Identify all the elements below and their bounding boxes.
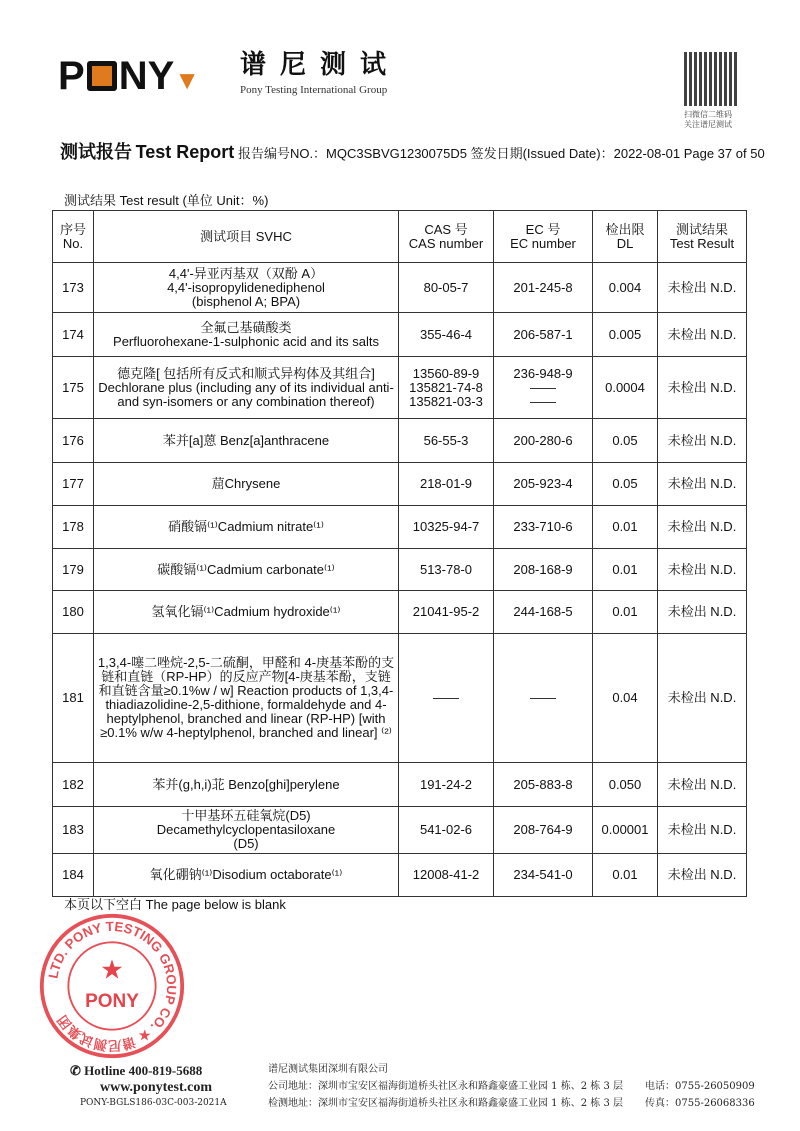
pony-logo: P NY▼: [58, 54, 200, 98]
cell-dl: 0.01: [593, 549, 658, 591]
cell-cas: 21041-95-2: [399, 591, 494, 634]
column-header: EC 号 EC number: [494, 211, 593, 263]
hotline: ✆ Hotline 400-819-5688: [70, 1063, 203, 1078]
footer-address: 公司地址：深圳市宝安区福海街道桥头社区永和路鑫豪盛工业园 1 栋、2 栋 3 层: [268, 1081, 623, 1092]
cell-ec: 205-883-8: [494, 763, 593, 807]
cell-no: 173: [53, 263, 94, 313]
cell-no: 183: [53, 807, 94, 854]
cell-cas: 13560-89-9 135821-74-8 135821-03-3: [399, 357, 494, 419]
svg-text:PONY: PONY: [85, 990, 139, 1012]
column-header: 测试结果 Test Result: [658, 211, 747, 263]
cell-dl: 0.01: [593, 591, 658, 634]
cell-cas: 218-01-9: [399, 463, 494, 506]
cell-result: 未检出 N.D.: [658, 419, 747, 463]
logo-text: P: [58, 54, 85, 98]
cell-cas: 355-46-4: [399, 313, 494, 357]
results-table: [52, 210, 747, 897]
cell-dl: 0.004: [593, 263, 658, 313]
cell-item: 十甲基环五硅氧烷(D5) Decamethylcyclopentasiloxane (D5): [94, 807, 399, 854]
footer-company: 谱尼测试集团深圳有限公司: [268, 1064, 388, 1075]
cell-dl: 0.005: [593, 313, 658, 357]
cell-no: 180: [53, 591, 94, 634]
qr-caption-line: 关注谱尼测试: [684, 120, 732, 129]
footer-lab-address: 检测地址：深圳市宝安区福海街道桥头社区永和路鑫豪盛工业园 1 栋、2 栋 3 层: [268, 1098, 623, 1109]
cell-result: 未检出 N.D.: [658, 549, 747, 591]
cell-result: 未检出 N.D.: [658, 591, 747, 634]
column-header: 测试项目 SVHC: [94, 211, 399, 263]
cell-item: 德克隆[ 包括所有反式和顺式异构体及其组合] Dechlorane plus (including any of its individual anti- and syn-isomers or any combination thereof): [94, 357, 399, 419]
qr-caption-line: 扫微信二维码: [684, 110, 732, 119]
svg-text:LTD. PONY TESTING GROUP CO. ★: LTD. PONY TESTING GROUP CO. ★ 谱尼测试集团: [45, 918, 180, 1054]
blank-note: 本页以下空白 The page below is blank: [64, 897, 286, 912]
table-row: [53, 763, 747, 807]
cell-cas: 10325-94-7: [399, 506, 494, 549]
title-cn: 测试报告: [60, 142, 132, 162]
cell-no: 182: [53, 763, 94, 807]
report-title: [60, 142, 795, 164]
cell-dl: 0.05: [593, 419, 658, 463]
cell-result: 未检出 N.D.: [658, 357, 747, 419]
table-row: [53, 634, 747, 763]
cell-dl: 0.0004: [593, 357, 658, 419]
cell-cas: 56-55-3: [399, 419, 494, 463]
cell-no: 175: [53, 357, 94, 419]
section-title: 测试结果 Test result (单位 Unit：%): [64, 193, 269, 208]
cell-cas: 12008-41-2: [399, 854, 494, 897]
cell-ec: 208-168-9: [494, 549, 593, 591]
cell-ec: ——: [494, 634, 593, 763]
cell-cas: 80-05-7: [399, 263, 494, 313]
cell-ec: 233-710-6: [494, 506, 593, 549]
cell-no: 184: [53, 854, 94, 897]
form-code: PONY-BGLS186-03C-003-2021A: [80, 1098, 227, 1108]
cell-no: 181: [53, 634, 94, 763]
table-row: [53, 591, 747, 634]
cell-ec: 200-280-6: [494, 419, 593, 463]
company-seal: [38, 912, 186, 1060]
cell-result: 未检出 N.D.: [658, 506, 747, 549]
cell-ec: 201-245-8: [494, 263, 593, 313]
cell-result: 未检出 N.D.: [658, 854, 747, 897]
cell-result: 未检出 N.D.: [658, 463, 747, 506]
cell-cas: 541-02-6: [399, 807, 494, 854]
column-header: 检出限 DL: [593, 211, 658, 263]
cell-ec: 234-541-0: [494, 854, 593, 897]
cell-dl: 0.050: [593, 763, 658, 807]
table-row: [53, 854, 747, 897]
cell-result: 未检出 N.D.: [658, 807, 747, 854]
cell-no: 177: [53, 463, 94, 506]
table-row: [53, 807, 747, 854]
cell-item: 䓛Chrysene: [94, 463, 399, 506]
qr-caption: [684, 110, 732, 130]
title-en: Test Report: [135, 142, 235, 162]
cell-no: 178: [53, 506, 94, 549]
cell-result: 未检出 N.D.: [658, 763, 747, 807]
cell-dl: 0.04: [593, 634, 658, 763]
cell-dl: 0.05: [593, 463, 658, 506]
svg-text:★: ★: [100, 954, 124, 985]
cell-ec: 244-168-5: [494, 591, 593, 634]
cell-item: 氢氧化镉⁽¹⁾Cadmium hydroxide⁽¹⁾: [94, 591, 399, 634]
cell-ec: 206-587-1: [494, 313, 593, 357]
cell-dl: 0.00001: [593, 807, 658, 854]
cell-result: 未检出 N.D.: [658, 313, 747, 357]
logo-text: NY: [118, 54, 175, 98]
table-row: [53, 357, 747, 419]
footer-fax: 传真：0755-26068336: [645, 1098, 755, 1109]
cell-result: 未检出 N.D.: [658, 634, 747, 763]
cell-item: 4,4'-异亚丙基双（双酚 A） 4,4'-isopropylidenediphenol (bisphenol A; BPA): [94, 263, 399, 313]
cell-ec: 205-923-4: [494, 463, 593, 506]
cell-item: 1,3,4-噻二唑烷-2,5-二硫酮，甲醛和 4-庚基苯酚的支链和直链（RP-HP）的反应产物[4-庚基苯酚，支链和直链含量≥0.1%w / w] Reaction products of 1,3,4-thiadiazolidine-2,5-dithione, formaldehyde and 4-heptylphenol, branched and linear (RP-HP) [with ≥0.1% w/w 4-heptylphenol, branched and linear] ⁽²⁾: [94, 634, 399, 763]
cell-item: 氧化硼钠⁽¹⁾Disodium octaborate⁽¹⁾: [94, 854, 399, 897]
qr-code: [684, 52, 738, 106]
website: www.ponytest.com: [100, 1080, 212, 1095]
cell-ec: 208-764-9: [494, 807, 593, 854]
cell-item: 苯并[a]蒽 Benz[a]anthracene: [94, 419, 399, 463]
column-header: 序号 No.: [53, 211, 94, 263]
cell-cas: ——: [399, 634, 494, 763]
table-row: [53, 313, 747, 357]
cell-item: 硝酸镉⁽¹⁾Cadmium nitrate⁽¹⁾: [94, 506, 399, 549]
column-header: CAS 号 CAS number: [399, 211, 494, 263]
table-row: [53, 419, 747, 463]
cell-no: 176: [53, 419, 94, 463]
cell-item: 全氟己基磺酸类 Perfluorohexane-1-sulphonic acid and its salts: [94, 313, 399, 357]
cell-result: 未检出 N.D.: [658, 263, 747, 313]
cell-item: 碳酸镉⁽¹⁾Cadmium carbonate⁽¹⁾: [94, 549, 399, 591]
report-meta: 报告编号NO.：MQC3SBVG1230075D5 签发日期(Issued Date)：2022-08-01 Page 37 of 50: [237, 146, 765, 161]
cell-cas: 191-24-2: [399, 763, 494, 807]
cell-no: 179: [53, 549, 94, 591]
cell-ec: 236-948-9 —— ——: [494, 357, 593, 419]
table-row: [53, 263, 747, 313]
cell-cas: 513-78-0: [399, 549, 494, 591]
cell-no: 174: [53, 313, 94, 357]
cell-dl: 0.01: [593, 506, 658, 549]
table-row: [53, 463, 747, 506]
cell-item: 苯并(g,h,i)苝 Benzo[ghi]perylene: [94, 763, 399, 807]
table-row: [53, 549, 747, 591]
table-row: [53, 506, 747, 549]
cell-dl: 0.01: [593, 854, 658, 897]
company-name-cn: 谱尼测试: [240, 50, 401, 80]
hotline-text: Hotline 400-819-5688: [84, 1063, 203, 1078]
company-name-en: Pony Testing International Group: [240, 84, 388, 96]
footer-phone: 电话：0755-26050909: [645, 1081, 755, 1092]
